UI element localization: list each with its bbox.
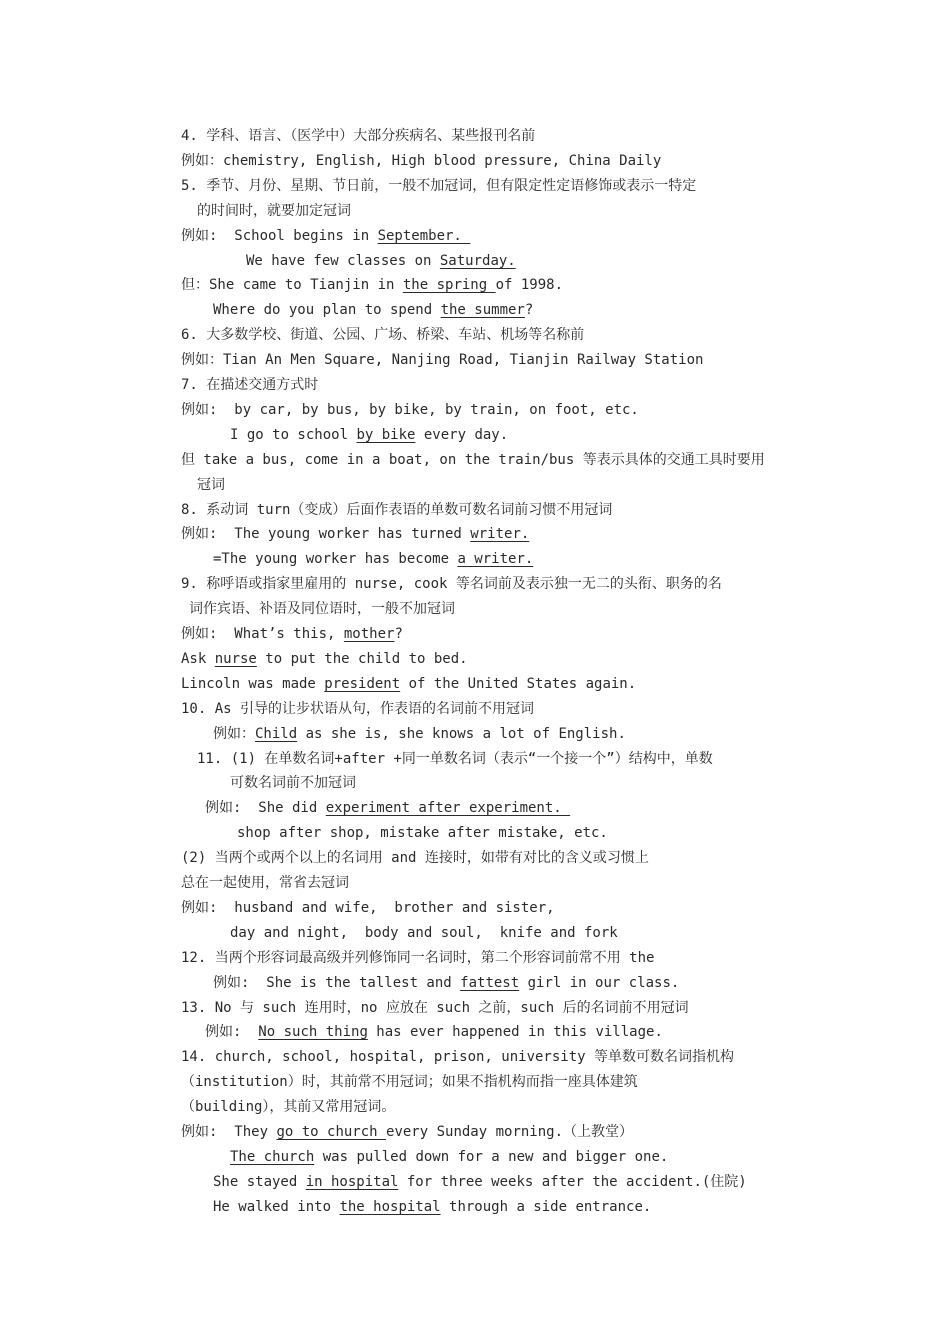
underlined-example: the spring — [402, 277, 496, 293]
text-segment: for three weeks after the accident.(住院) — [398, 1174, 747, 1190]
text-segment: 总在一起使用，常省去冠词 — [181, 875, 349, 891]
text-segment: day and night, body and soul, knife and fork — [230, 925, 618, 941]
text-line — [230, 425, 508, 445]
text-line — [205, 1022, 663, 1042]
text-line — [181, 524, 529, 544]
text-segment: 6. 大多数学校、街道、公园、广场、桥梁、车站、机场等名称前 — [181, 327, 585, 343]
underlined-example: September. — [377, 228, 471, 244]
text-line — [181, 500, 612, 520]
text-line — [181, 126, 535, 146]
underlined-example: writer. — [470, 526, 530, 542]
underlined-example: mother — [343, 626, 395, 642]
text-line — [181, 350, 703, 370]
text-line — [181, 948, 654, 968]
text-segment: 例如： — [213, 726, 255, 742]
text-segment: 例如: — [205, 1024, 259, 1040]
text-line — [213, 973, 679, 993]
text-segment: 例如: School begins in — [181, 228, 378, 244]
text-segment: 的时间时，就要加定冠词 — [197, 203, 351, 219]
text-line — [197, 475, 225, 495]
text-segment: 14. church, school, hospital, prison, university 等单数可数名词指机构 — [181, 1049, 735, 1065]
text-segment: Lincoln was made — [181, 676, 325, 692]
text-segment: 但 take a bus, come in a boat, on the train/bus 等表示具体的交通工具时要用 — [181, 452, 765, 468]
text-segment: We have few classes on — [246, 253, 440, 269]
text-line — [181, 375, 318, 395]
text-line — [181, 699, 534, 719]
text-segment: ? — [524, 302, 534, 318]
text-segment: 但：She came to Tianjin in — [181, 277, 403, 293]
text-segment: 12. 当两个形容词最高级并列修饰同一名词时，第二个形容词前常不用 the — [181, 950, 655, 966]
text-segment: 例如：Tian An Men Square, Nanjing Road, Tianjin Railway Station — [181, 352, 704, 368]
text-segment: of the United States again. — [400, 676, 637, 692]
text-segment: 可数名词前不加冠词 — [230, 775, 356, 791]
text-segment: 例如: She is the tallest and — [213, 975, 461, 991]
text-segment: 例如：chemistry, English, High blood pressure, China Daily — [181, 153, 662, 169]
text-line — [213, 300, 533, 320]
text-line — [205, 798, 570, 818]
text-line — [246, 251, 516, 271]
underlined-example: fattest — [460, 975, 520, 991]
text-segment: every day. — [415, 427, 509, 443]
underlined-example: Saturday. — [439, 253, 516, 269]
text-line — [230, 1147, 668, 1167]
text-segment: Where do you plan to spend — [213, 302, 441, 318]
text-line — [181, 898, 555, 918]
text-segment: 10. As 引导的让步状语从句，作表语的名词前不用冠词 — [181, 701, 534, 717]
underlined-example: Child — [255, 726, 298, 742]
text-line — [237, 823, 608, 843]
text-line — [181, 400, 639, 420]
underlined-example: experiment after experiment. — [325, 800, 571, 816]
text-line — [181, 848, 649, 868]
text-segment: （institution）时，其前常不用冠词；如果不指机构而指一座具体建筑 — [181, 1074, 638, 1090]
underlined-example: The church — [230, 1149, 315, 1165]
text-segment: shop after shop, mistake after mistake, etc. — [237, 825, 608, 841]
text-segment: ? — [394, 626, 403, 642]
text-line — [189, 599, 455, 619]
underlined-example: go to church — [276, 1124, 387, 1140]
text-segment: 例如: The young worker has turned — [181, 526, 471, 542]
text-line — [213, 724, 626, 744]
text-segment: Ask — [181, 651, 215, 667]
text-line — [197, 749, 713, 769]
text-line — [181, 450, 765, 470]
text-segment: 9. 称呼语或指家里雇用的 nurse, cook 等名词前及表示独一无二的头衔、职务的名 — [181, 576, 722, 592]
underlined-example: the hospital — [339, 1199, 441, 1215]
text-line — [230, 923, 618, 943]
text-segment: 8. 系动词 turn（变成）后面作表语的单数可数名词前习惯不用冠词 — [181, 502, 613, 518]
underlined-example: the summer — [440, 302, 525, 318]
text-segment: She stayed — [213, 1174, 306, 1190]
text-segment: 冠词 — [197, 477, 225, 493]
underlined-example: by bike — [356, 427, 416, 443]
text-segment: 例如: by car, by bus, by bike, by train, on foot, etc. — [181, 402, 639, 418]
text-segment: 例如: What’s this, — [181, 626, 344, 642]
text-line — [181, 624, 403, 644]
text-segment: every Sunday morning.（上教堂） — [386, 1124, 634, 1140]
text-line — [230, 773, 356, 793]
text-line — [181, 151, 661, 171]
text-segment: 13. No 与 such 连用时，no 应放在 such 之前，such 后的名词前不用冠词 — [181, 1000, 689, 1016]
text-segment: girl in our class. — [519, 975, 680, 991]
text-line — [181, 873, 349, 893]
text-line — [181, 574, 722, 594]
text-line — [197, 201, 351, 221]
text-line — [181, 1047, 734, 1067]
text-segment: (2) 当两个或两个以上的名词用 and 连接时，如带有对比的含义或习惯上 — [181, 850, 649, 866]
text-segment: was pulled down for a new and bigger one. — [314, 1149, 669, 1165]
text-segment: 例如: They — [181, 1124, 277, 1140]
text-segment: as she is, she knows a lot of English. — [297, 726, 626, 742]
text-segment: I go to school — [230, 427, 357, 443]
text-line — [213, 549, 533, 569]
text-segment: 4. 学科、语言、（医学中）大部分疾病名、某些报刊名前 — [181, 128, 536, 144]
text-segment: 5. 季节、月份、星期、节日前，一般不加冠词，但有限定性定语修饰或表示一特定 — [181, 178, 697, 194]
text-line — [181, 649, 468, 669]
text-line — [181, 176, 696, 196]
text-segment: 7. 在描述交通方式时 — [181, 377, 319, 393]
text-line — [181, 674, 636, 694]
text-line — [181, 998, 689, 1018]
text-line — [181, 275, 563, 295]
text-line — [181, 226, 470, 246]
text-segment: to put the child to bed. — [256, 651, 468, 667]
text-segment: He walked into — [213, 1199, 340, 1215]
text-segment: =The young worker has become — [213, 551, 458, 567]
text-segment: 例如: She did — [205, 800, 326, 816]
text-segment: 11. (1) 在单数名词+after +同一单数名词（表示“一个接一个”）结构中，单数 — [197, 751, 713, 767]
text-line — [181, 1097, 395, 1117]
text-segment: through a side entrance. — [440, 1199, 652, 1215]
text-segment: （building），其前又常用冠词。 — [181, 1099, 396, 1115]
text-segment: has ever happened in this village. — [367, 1024, 663, 1040]
text-line — [213, 1197, 651, 1217]
underlined-example: a writer. — [457, 551, 534, 567]
text-line — [181, 1072, 638, 1092]
underlined-example: in hospital — [305, 1174, 399, 1190]
text-line — [213, 1172, 747, 1192]
text-segment: 词作宾语、补语及同位语时，一般不加冠词 — [189, 601, 455, 617]
underlined-example: president — [324, 676, 401, 692]
text-line — [181, 325, 584, 345]
underlined-example: No such thing — [258, 1024, 368, 1040]
text-line — [181, 1122, 633, 1142]
underlined-example: nurse — [214, 651, 257, 667]
text-segment: of 1998. — [495, 277, 564, 293]
text-segment: 例如: husband and wife, brother and sister, — [181, 900, 555, 916]
